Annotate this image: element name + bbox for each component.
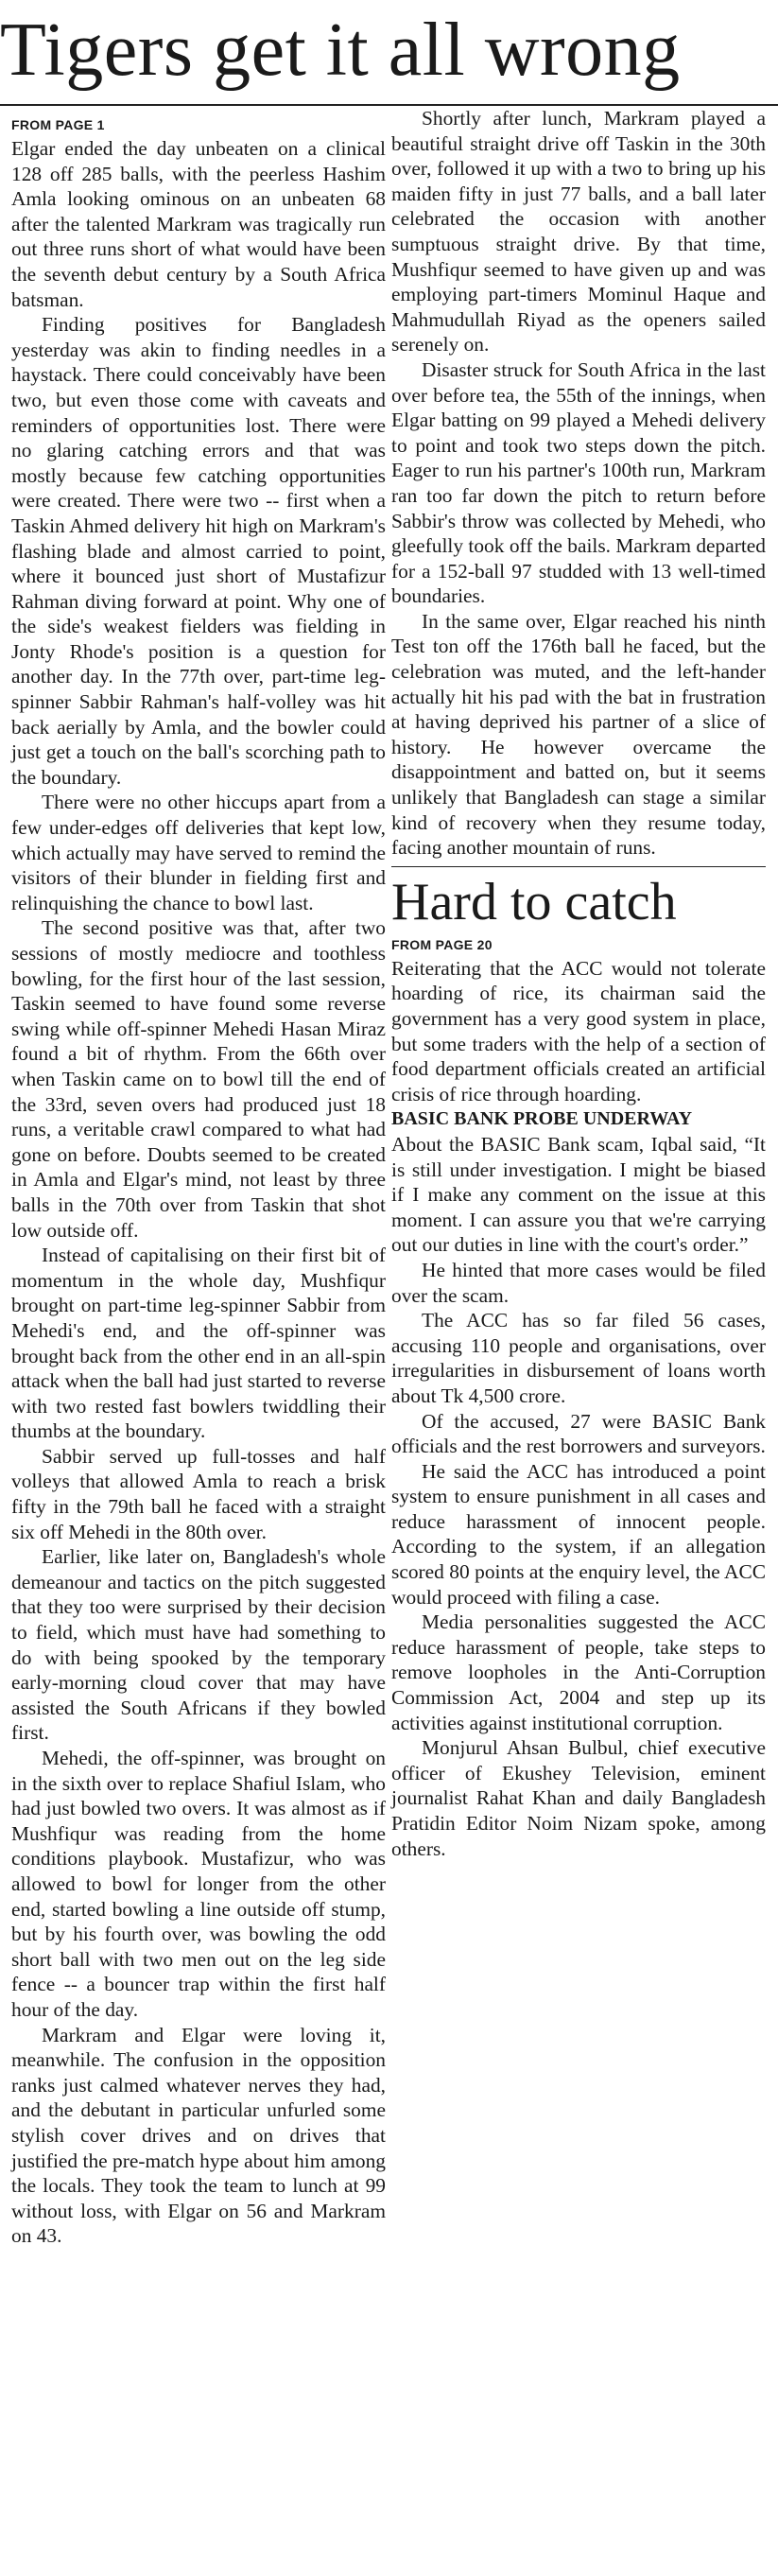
article1-paragraph: The second positive was that, after two sessions of mostly mediocre and toothless bowling, for the first hour of the last session, Taskin seemed to have found some reverse swing while off-spinner Mehedi Hasan Miraz found a bit of rhythm. From the 66th over when Taskin came on to bowl till the end of the 33rd, seven overs had produced just 18 runs, a veritable crawl compared to what had gone on before. Doubts seemed to be created in Amla and Elgar's mind, not least by three balls in the 70th over from Taskin that shot low outside off. <box>11 916 386 1242</box>
article2-paragraph: He said the ACC has introduced a point system to ensure punishment in all cases and reduce harassment of innocent people. According to the system, if an allegation scored 80 points at the enquiry level, the ACC would proceed with filing a case. <box>391 1459 766 1609</box>
article2-headline: Hard to catch <box>391 872 677 931</box>
article1-paragraph: Instead of capitalising on their first bit of momentum in the whole day, Mushfiqur brought on part-time leg-spinner Sabbir from Mehedi's end, and the off-spinner was brought back from the other end in an all-spin attack when the ball had just started to reverse with two rested fast bowlers twiddling their thumbs at the boundary. <box>11 1244 386 1443</box>
article2-paragraph: About the BASIC Bank scam, Iqbal said, “It is still under investigation. I might be biased if I make any comment on the issue at this moment. I can assure you that we're carrying out our duties in line with the court's order.” <box>391 1132 766 1257</box>
left-column <box>11 115 386 2249</box>
section-rule <box>391 866 766 867</box>
article2-paragraph: He hinted that more cases would be filed over the scam. <box>391 1258 766 1307</box>
main-headline: Tigers get it all wrong <box>0 9 681 92</box>
article2-paragraph: The ACC has so far filed 56 cases, accusing 110 people and organisations, over irregularities in disbursement of loans worth about Tk 4,500 crore. <box>391 1309 766 1407</box>
article1-paragraph: Markram and Elgar were loving it, meanwhile. The confusion in the opposition ranks just calmed whatever nerves they had, and the debutant in particular unfurled some stylish cover drives and on drives that justified the pre-match hype about him among the locals. They took the team to lunch at 99 without loss, with Elgar on 56 and Markram on 43. <box>11 2023 386 2248</box>
article1-paragraph: Sabbir served up full-tosses and half volleys that allowed Amla to reach a brisk fifty in the 79th ball he faced with a straight six off Mehedi in the 80th over. <box>11 1444 386 1543</box>
article2-paragraph: Reiterating that the ACC would not tolerate hoarding of rice, its chairman said the government has a very good system in place, but some traders with the help of a section of food department officials created an artificial crisis of rice through hoarding. <box>391 956 766 1105</box>
article1-paragraph: Elgar ended the day unbeaten on a clinical 128 off 285 balls, with the peerless Hashim Amla looking ominous on an unbeaten 68 after the talented Markram was tragically run out three runs short of what would have been the seventh debut century by a South Africa batsman. <box>11 137 386 311</box>
article1-paragraph: There were no other hiccups apart from a few under-edges off deliveries that kept low, which actually may have served to remind the visitors of their blunder in fielding first and relinquishing the chance to bowl last. <box>11 791 386 914</box>
article1-paragraph: Earlier, like later on, Bangladesh's whole demeanour and tactics on the pitch suggested that they too were surprised by their decision to field, which must have had something to do with being spooked by the temporary early-morning cloud cover that may have assisted the South Africans if they bowled first. <box>11 1545 386 1745</box>
article2-paragraph: Media personalities suggested the ACC reduce harassment of people, take steps to remove loopholes in the Anti-Corruption Commission Act, 2004 and step up its activities against institutional corruption. <box>391 1610 766 1734</box>
article1-paragraph: Shortly after lunch, Markram played a beautiful straight drive off Taskin in the 30th over, followed it up with a two to bring up his maiden fifty in just 77 balls, and a ball later celebrated the occasion with another sumptuous straight drive. By that time, Mushfiqur seemed to have given up and was employing part-timers Mominul Haque and Mahmudullah Riyad as the openers sailed serenely on. <box>391 107 766 357</box>
right-column <box>391 106 766 1861</box>
article1-paragraph: Finding positives for Bangladesh yesterday was akin to finding needles in a haystack. There could conceivably have been two, but even those come with caveats and reminders of opportunities lost. There were no glaring catching errors and that was mostly because few catching opportunities were created. There were two -- first when a Taskin Ahmed delivery hit high on Markram's flashing blade and almost carried to point, where it bounced just short of Mustafizur Rahman diving forward at point. Why one of the side's weakest fielders was fielding in Jonty Rhode's position is a question for another day. In the 77th over, part-time leg-spinner Sabbir Rahman's half-volley was hit back aerially by Amla, and the bowler could just get a touch on the ball's scorching path to the boundary. <box>11 313 386 789</box>
article2-kicker: FROM PAGE 20 <box>391 936 493 952</box>
article1-paragraph: Mehedi, the off-spinner, was brought on in the sixth over to replace Shafiul Islam, who had just bowled two overs. It was almost as if Mushfiqur was reading from the home conditions playbook. Mustafizur, who was allowed to bowl for longer from the other end, started bowling a line outside off stump, but by his fourth over, was bowling the odd short ball with two men out on the leg side fence -- a bouncer trap within the first half hour of the day. <box>11 1747 386 2021</box>
article2-paragraph: Of the accused, 27 were BASIC Bank officials and the rest borrowers and surveyors. <box>391 1409 766 1458</box>
article2-paragraph: Monjurul Ahsan Bulbul, chief executive officer of Ekushey Television, eminent journalist Rahat Khan and daily Bangladesh Pratidin Editor Noim Nizam spoke, among others. <box>391 1736 766 1860</box>
article1-paragraph: In the same over, Elgar reached his ninth Test ton off the 176th ball he faced, but the celebration was muted, and the left-hander actually hit his pad with the bat in frustration at having deprived his partner of a slice of history. He however overcame the disappointment and batted on, but it seems unlikely that Bangladesh can stage a similar kind of recovery when they resume today, facing another mountain of runs. <box>391 609 766 860</box>
article1-paragraph: Disaster struck for South Africa in the last over before tea, the 55th of the innings, when Elgar batting on 99 played a Mehedi delivery to point and took two steps down the pitch. Eager to run his partner's 100th run, Markram ran too far down the pitch to return before Sabbir's throw was collected by Mehedi, who gleefully took off the bails. Markram departed for a 152-ball 97 studded with 13 well-timed boundaries. <box>391 357 766 608</box>
article2-subhead: BASIC BANK PROBE UNDERWAY <box>391 1108 693 1130</box>
article1-kicker: FROM PAGE 1 <box>11 117 105 132</box>
